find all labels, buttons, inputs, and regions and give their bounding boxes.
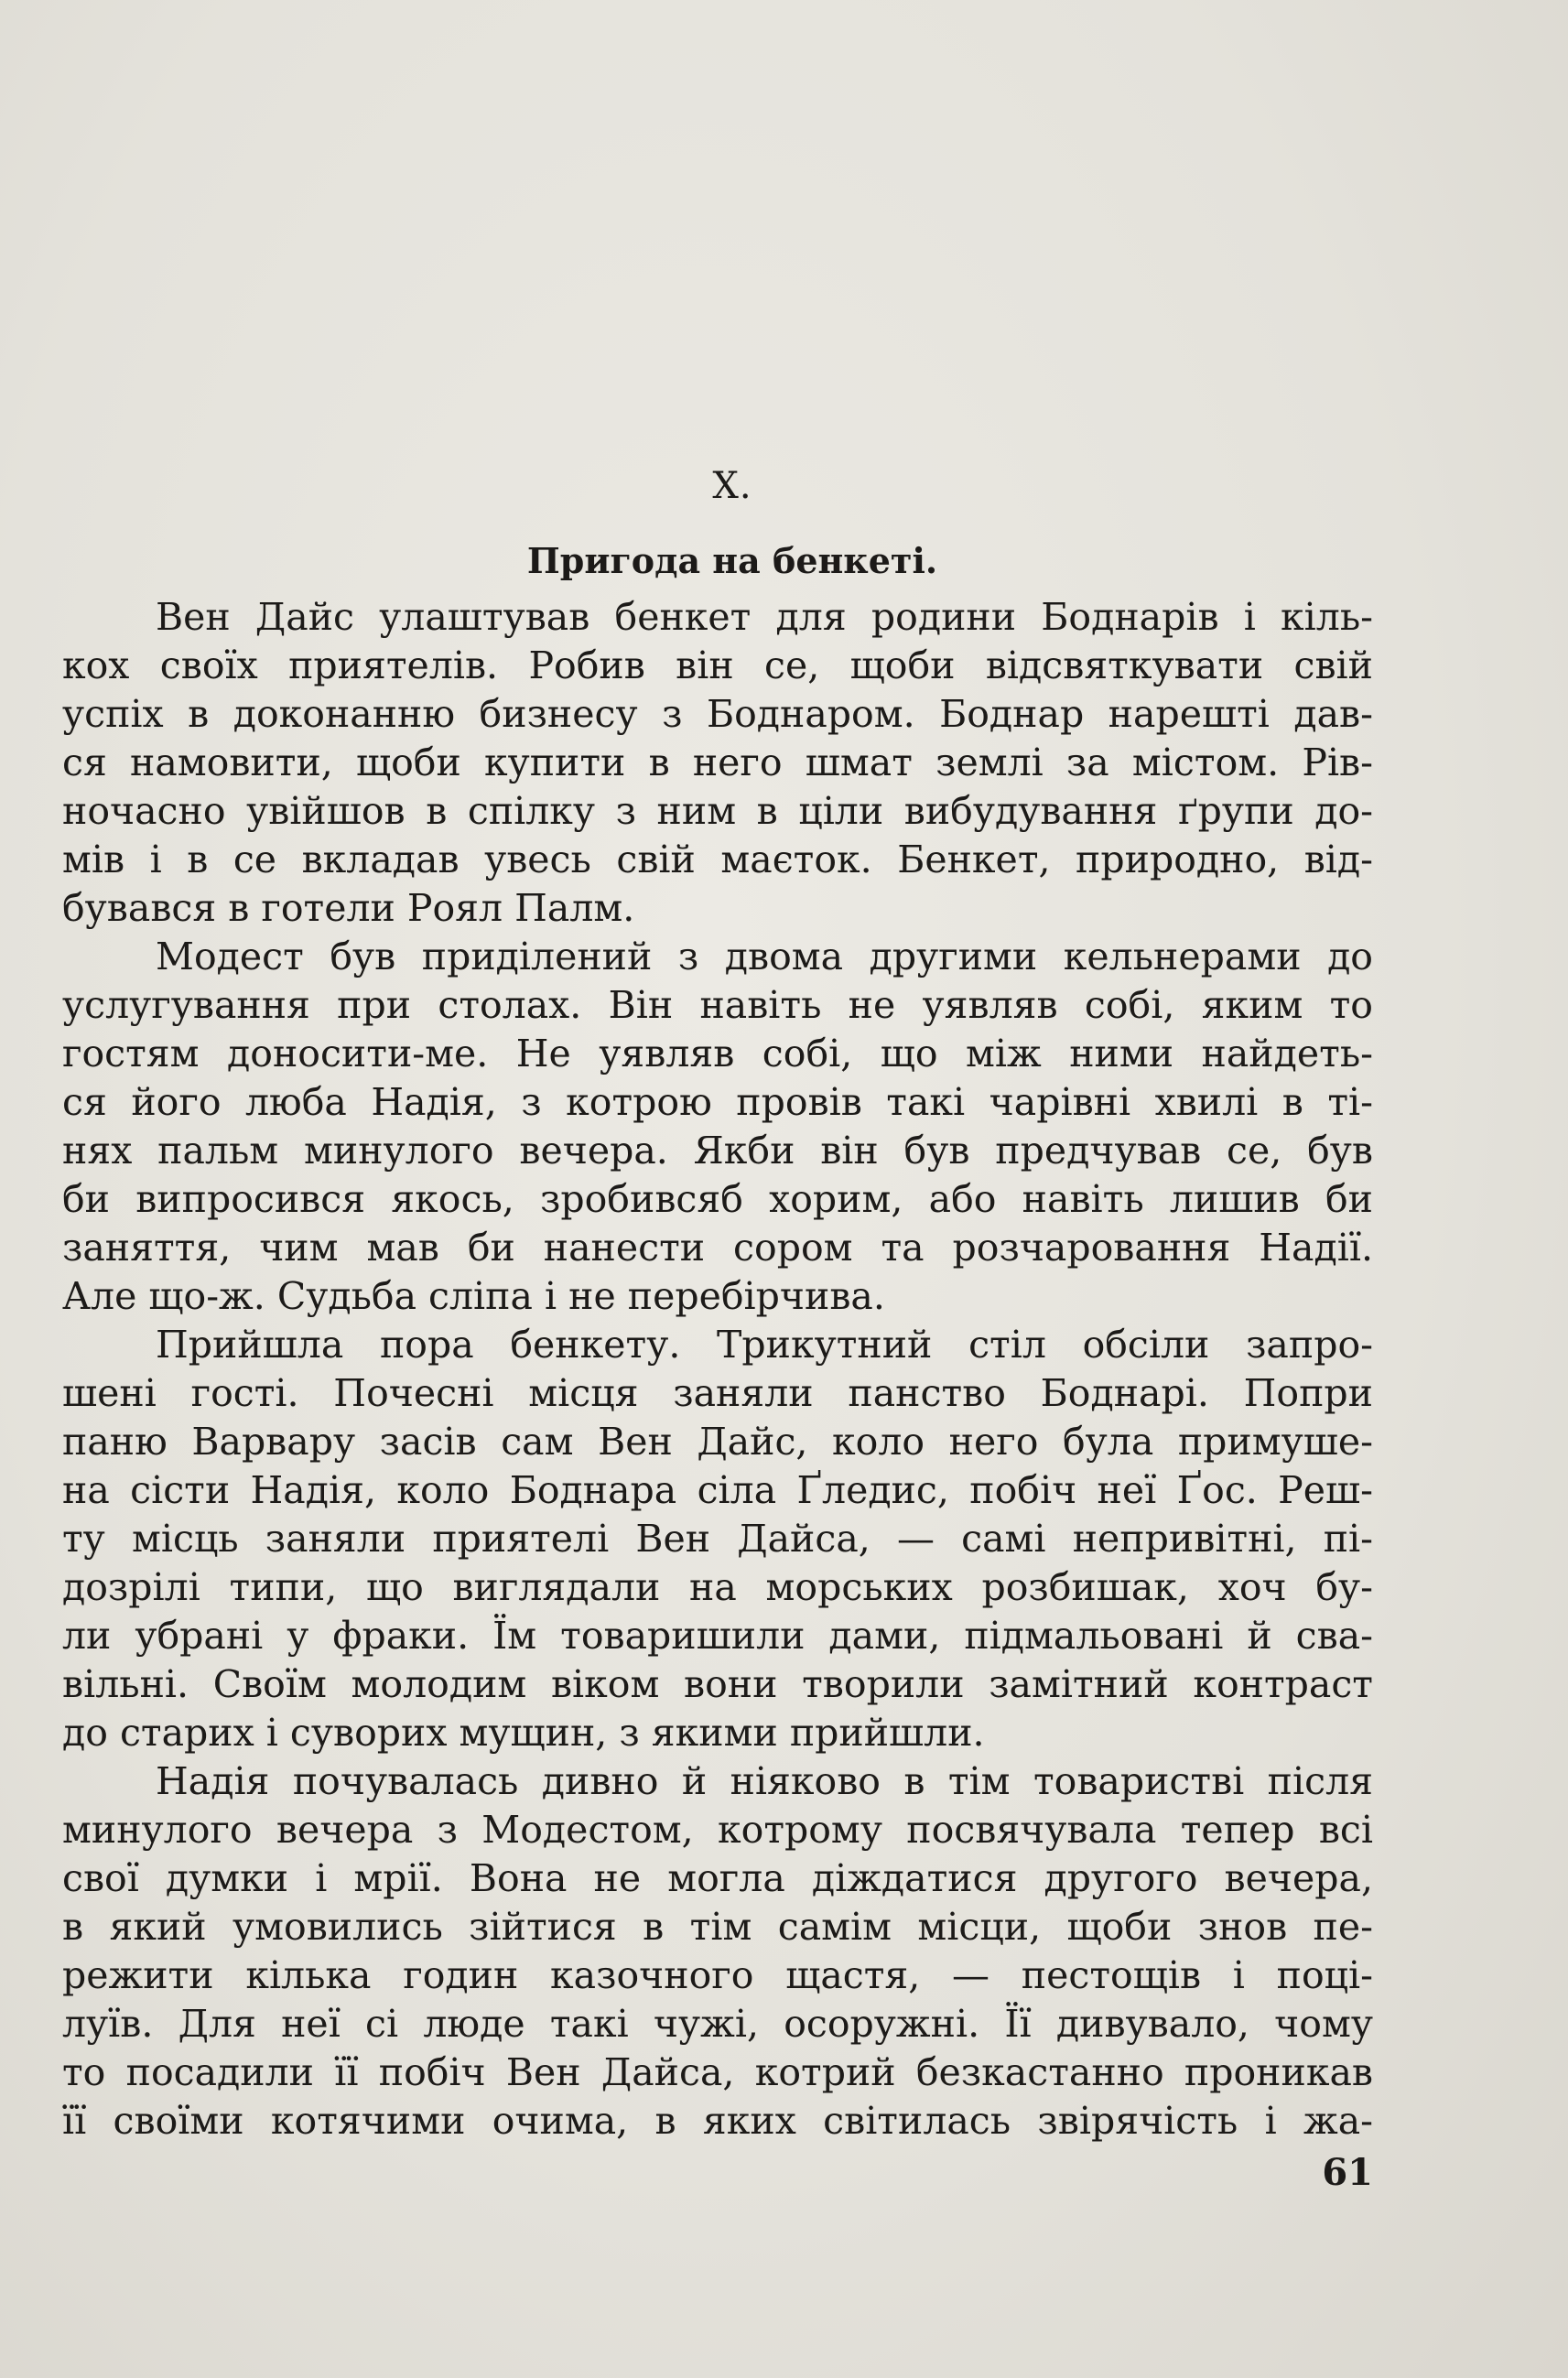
text-line: в який умовились зійтися в тім самім місци, щоби знов пе- [62,1905,1373,1949]
text-line: услугування при столах. Він навіть не уявляв собі, яким то [62,983,1373,1027]
text-line: ся його люба Надія, з котрою провів такі чарівні хвилі в ті- [62,1080,1373,1124]
text-line: то посадили її побіч Вен Дайса, котрий безкастанно проникав [62,2050,1373,2094]
text-line: на сісти Надія, коло Боднара сіла Ґледис, побіч неї Ґос. Реш- [62,1468,1373,1512]
text-line: би випросився якось, зробивсяб хорим, або навіть лишив би [62,1177,1373,1221]
chapter-number: X. [712,465,752,507]
text-line: режити кілька годин казочного щастя, — пестощів і поці- [62,1953,1373,1997]
text-line: бувався в готели Роял Палм. [62,886,635,930]
text-line: паню Варвару засів сам Вен Дайс, коло него була примуше- [62,1420,1373,1464]
page-number: 61 [1322,2151,1373,2194]
text-line: нях пальм минулого вечера. Якби він був предчував се, був [62,1129,1373,1173]
text-line: минулого вечера з Модестом, котрому посвячувала тепер всі [62,1808,1373,1852]
text-line: Але що-ж. Судьба сліпа і не перебірчива. [62,1274,885,1318]
text-line: свої думки і мрії. Вона не могла діждатися другого вечера, [62,1856,1373,1900]
text-line: мів і в се вкладав увесь свій маєток. Бенкет, природно, від- [62,838,1373,881]
text-line: успіх в доконанню бизнесу з Боднаром. Боднар нарешті дав- [62,692,1373,736]
body-text [62,593,1373,2146]
text-line: дозрілі типи, що виглядали на морських розбишак, хоч бу- [62,1565,1373,1609]
text-line: ся намовити, щоби купити в него шмат землі за містом. Рів- [62,740,1373,784]
text-line: гостям доносити-ме. Не уявляв собі, що між ними найдеть- [62,1032,1373,1076]
text-line: ту місць заняли приятелі Вен Дайса, — самі непривітні, пі- [62,1517,1373,1561]
text-line: Вен Дайс улаштував бенкет для родини Боднарів і кіль- [156,595,1373,639]
text-line: заняття, чим мав би нанести сором та розчаровання Надії. [62,1226,1373,1270]
text-line: луїв. Для неї сі люде такі чужі, осоружні. Її дивувало, чому [62,2002,1373,2046]
text-line: шені гості. Почесні місця заняли панство Боднарі. Попри [62,1371,1373,1415]
text-line: її своїми котячими очима, в яких світилась звірячість і жа- [62,2099,1373,2143]
text-line: Модест був приділений з двома другими кельнерами до [156,935,1373,978]
text-line: ночасно увійшов в спілку з ним в ціли вибудування ґрупи до- [62,789,1373,833]
text-line: кох своїх приятелів. Робив він се, щоби відсвяткувати свій [62,643,1373,687]
text-line: до старих і суворих мущин, з якими прийшли. [62,1711,985,1755]
text-line: Прийшла пора бенкету. Трикутний стіл обсіли запро- [156,1323,1373,1367]
text-line: вільні. Своїм молодим віком вони творили замітний контраст [62,1662,1373,1706]
text-line: ли убрані у фраки. Їм товаришили дами, підмальовані й сва- [62,1614,1373,1658]
text-line: Надія почувалась дивно й ніяково в тім товаристві після [156,1759,1373,1803]
chapter-title: Пригода на бенкеті. [526,540,938,581]
